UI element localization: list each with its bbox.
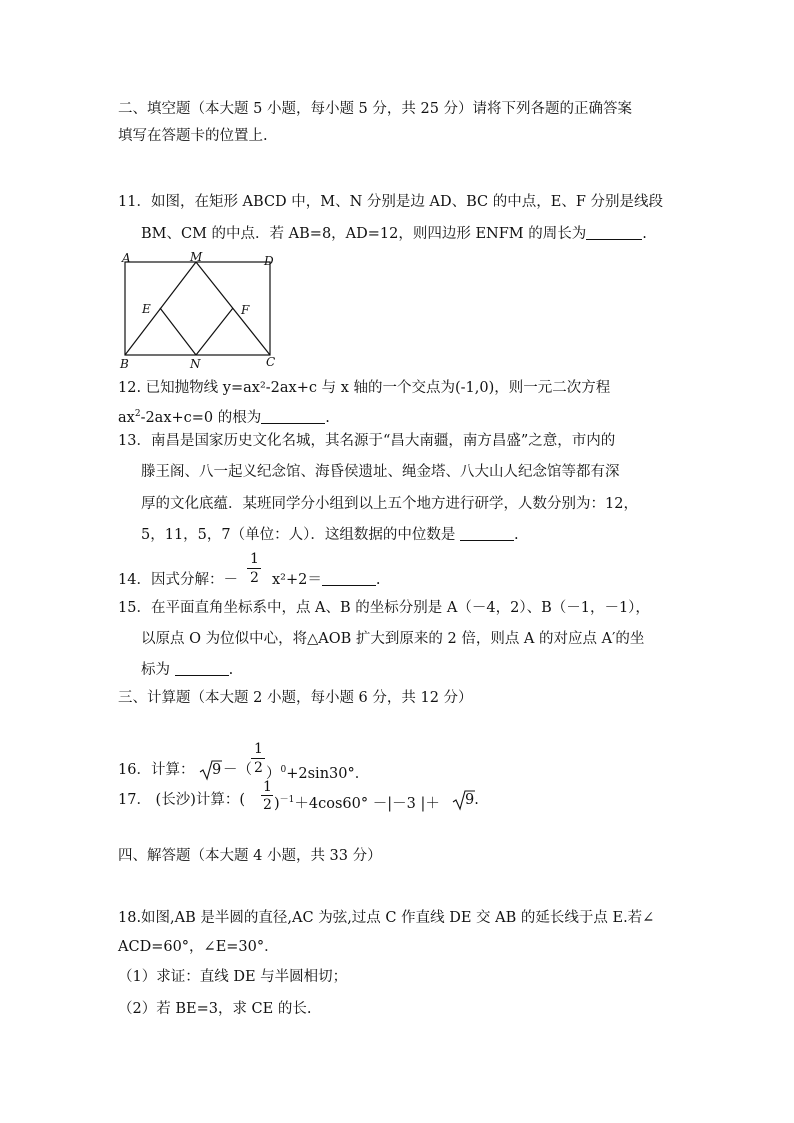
- q13-line4: [141, 525, 519, 545]
- label-d: D: [264, 254, 274, 268]
- q18-line2: ACD=60°，∠E=30°．: [118, 939, 279, 955]
- q17-frac-line: [261, 795, 273, 796]
- q15-line3: [141, 660, 233, 680]
- q11-rectangle-figure: [116, 250, 286, 372]
- q13-line2: 滕王阁、八一起义纪念馆、海昏侯遗址、绳金塔、八大山人纪念馆等都有深: [141, 464, 620, 480]
- q12-line2: [118, 404, 330, 428]
- q16-frac-num: 1: [254, 741, 263, 757]
- q17-frac-num: 1: [263, 779, 272, 795]
- q16-sqrt-arg: 9: [212, 762, 222, 778]
- q13-answer-blank: [460, 526, 514, 541]
- q13-line3: 厚的文化底蕴．某班同学分小组到以上五个地方进行研学，人数分别为：12，: [141, 496, 638, 512]
- q18-part2: （2）若 BE=3，求 CE 的长.: [118, 1001, 312, 1017]
- q17-end: .: [474, 792, 479, 808]
- q14-prefix: 14．因式分解：－: [118, 572, 238, 588]
- q17-prefix: 17． (长沙)计算：(: [118, 792, 246, 808]
- label-e: E: [142, 302, 151, 316]
- q12-line2-end: .: [325, 410, 330, 426]
- label-f: F: [241, 303, 250, 317]
- q17-sqrt-arg: 9: [465, 792, 475, 808]
- q11-line2-text: BM、CM 的中点．若 AB=8，AD=12，则四边形 ENFM 的周长为: [141, 226, 587, 242]
- q16-exponent: 0: [280, 765, 287, 775]
- q12-ax: ax: [118, 410, 135, 426]
- segment-en: [160, 308, 196, 355]
- q18-line1: 18.如图,AB 是半圆的直径,AC 为弦,过点 C 作直线 DE 交 AB 的延长线于点 E.若∠: [118, 910, 655, 926]
- q16-frac-line: [251, 758, 265, 759]
- q11-answer-blank: [586, 225, 642, 240]
- q12-line2-text: -2ax+c=0 的根为: [140, 410, 262, 426]
- q12-exponent: 2: [134, 409, 141, 419]
- q13-line4-end: .: [513, 527, 519, 543]
- q17-paren-close: ): [274, 796, 280, 812]
- q15-line1: 15．在平面直角坐标系中，点 A、B 的坐标分别是 A（－4，2）、B（－1，－1），: [118, 600, 650, 616]
- q18-part1: （1）求证：直线 DE 与半圆相切；: [118, 969, 348, 985]
- q13-line1: 13．南昌是国家历史文化名城，其名源于“昌大南疆，南方昌盛”之意，市内的: [118, 433, 616, 449]
- q17-mid: ＋4cos60° －|－3 |＋: [294, 796, 440, 812]
- label-b: B: [120, 357, 129, 371]
- q13-line4-text: 5，11，5，7（单位：人）．这组数据的中位数是: [141, 527, 456, 543]
- q16-end: +2sin30°．: [286, 766, 370, 782]
- section4-heading: 四、解答题（本大题 4 小题，共 33 分）: [118, 848, 382, 864]
- segment-nf: [196, 308, 233, 355]
- q14-frac-den: 2: [250, 570, 259, 586]
- q17-frac-den: 2: [263, 797, 272, 813]
- q15-line2: 以原点 O 为位似中心，将△AOB 扩大到原来的 2 倍，则点 A 的对应点 A′的坐: [141, 631, 645, 647]
- q12-line1: 12. 已知抛物线 y=ax²-2ax+c 与 x 轴的一个交点为(-1,0)，则一元二次方程: [118, 380, 611, 396]
- q14-after: x²+2＝: [272, 572, 322, 588]
- q11-line2-end: .: [642, 226, 647, 242]
- section3-heading: 三、计算题（本大题 2 小题，每小题 6 分，共 12 分）: [118, 690, 473, 706]
- q14-frac-num: 1: [250, 551, 259, 567]
- q11-line2: [141, 224, 647, 244]
- section2-heading-line2: 填写在答题卡的位置上.: [118, 128, 268, 144]
- q14-answer-blank: [322, 571, 376, 586]
- q16-mid: －（: [223, 762, 252, 778]
- q16-frac-den: 2: [254, 760, 263, 776]
- label-c: C: [266, 355, 276, 369]
- q15-line3-end: .: [228, 662, 234, 678]
- q17-exponent: －1: [279, 795, 295, 805]
- q17-sqrt-arg-wrap: [465, 790, 479, 810]
- label-m: M: [190, 250, 203, 264]
- q17-expression: [274, 790, 440, 814]
- q11-line1: 11．如图，在矩形 ABCD 中，M、N 分别是边 AD、BC 的中点，E、F 分别是线段: [118, 194, 664, 210]
- section2-heading-line1: 二、填空题（本大题 5 小题，每小题 5 分，共 25 分）请将下列各题的正确答案: [118, 101, 633, 117]
- q14-expression: [272, 570, 380, 590]
- label-n: N: [190, 357, 201, 371]
- q15-line3-text: 标为: [141, 662, 170, 678]
- q14-frac-line: [247, 568, 261, 569]
- q12-answer-blank: [261, 409, 325, 424]
- label-a: A: [122, 251, 131, 265]
- q16-paren-close: ）: [266, 766, 281, 782]
- q14-end: .: [375, 572, 381, 588]
- q16-prefix: 16．计算：: [118, 762, 195, 778]
- q15-answer-blank: [175, 661, 229, 676]
- q16-after: [266, 760, 369, 784]
